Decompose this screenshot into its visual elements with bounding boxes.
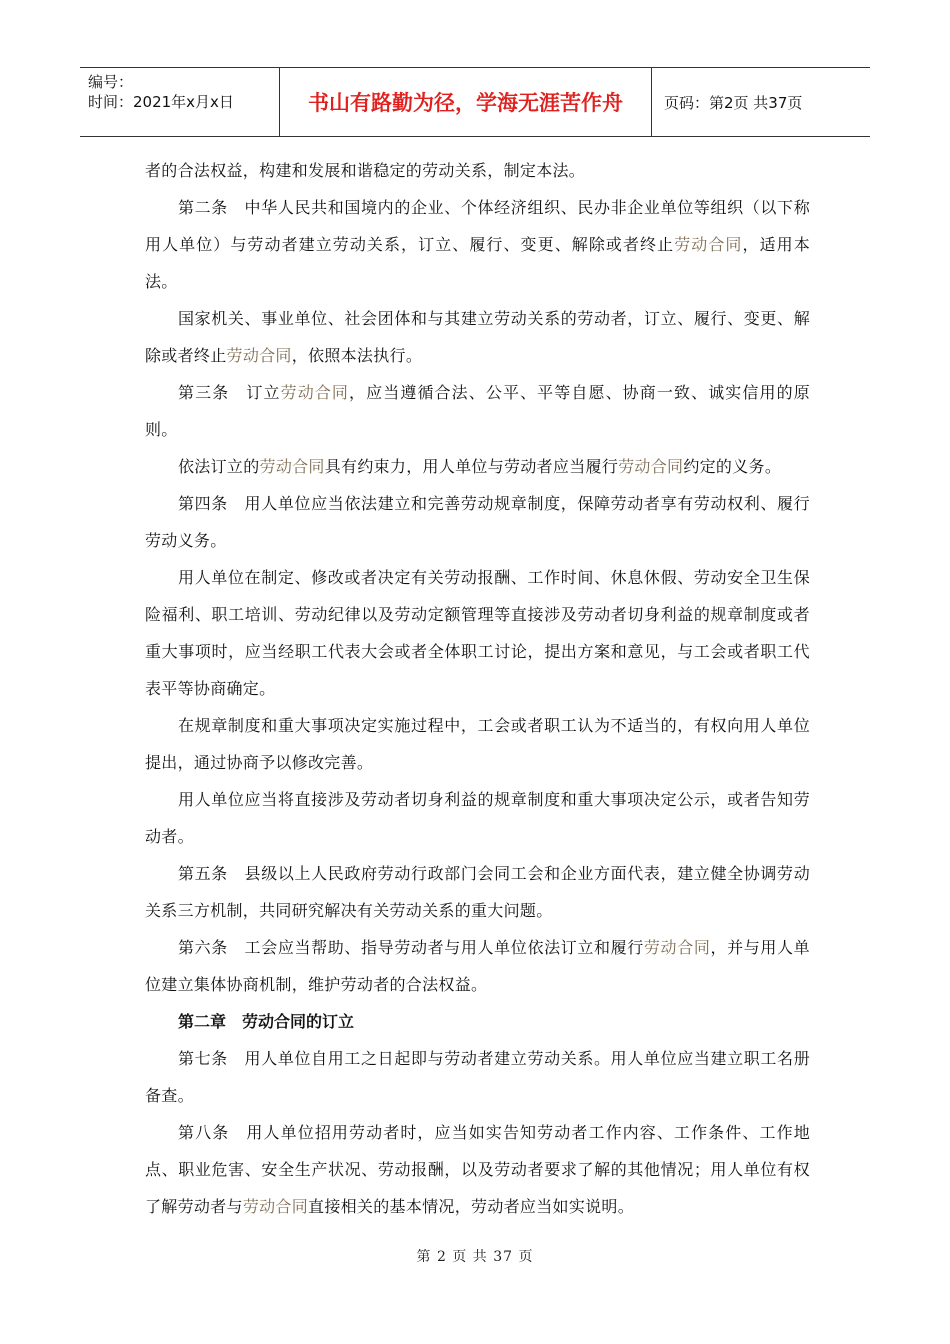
body-paragraph: 在规章制度和重大事项决定实施过程中，工会或者职工认为不适当的，有权向用人单位提出，通过协商予以修改完善。 [145, 716, 810, 772]
header-meta [80, 68, 280, 136]
body-paragraph: 依法订立的劳动合同具有约束力，用人单位与劳动者应当履行劳动合同约定的义务。 [178, 457, 782, 476]
chapter-heading: 第二章 劳动合同的订立 [178, 1012, 355, 1031]
body-paragraph: 第二条 中华人民共和国境内的企业、个体经济组织、民办非企业单位等组织（以下称用人单位）与劳动者建立劳动关系，订立、履行、变更、解除或者终止劳动合同，适用本法。 [145, 198, 811, 291]
term-link[interactable]: 劳动合同 [643, 938, 711, 957]
body-paragraph: 第七条 用人单位自用工之日起即与劳动者建立劳动关系。用人单位应当建立职工名册备查。 [145, 1049, 810, 1105]
term-link[interactable]: 劳动合同 [259, 457, 325, 476]
document-number-label: 编号： [88, 73, 134, 91]
body-paragraph: 第四条 用人单位应当依法建立和完善劳动规章制度，保障劳动者享有劳动权利、履行劳动义务。 [145, 494, 810, 550]
term-link[interactable]: 劳动合同 [280, 383, 350, 402]
page-footer: 第 2 页 共 37 页 [416, 1249, 534, 1265]
document-time-label: 时间：2021年x月x日 [88, 93, 234, 111]
body-paragraph: 用人单位在制定、修改或者决定有关劳动报酬、工作时间、休息休假、劳动安全卫生保险福利、职工培训、劳动纪律以及劳动定额管理等直接涉及劳动者切身利益的规章制度或者重大事项时，应当经职工代表大会或者全体职工讨论，提出方案和意见，与工会或者职工代表平等协商确定。 [145, 568, 810, 698]
body-paragraph: 第八条 用人单位招用劳动者时，应当如实告知劳动者工作内容、工作条件、工作地点、职业危害、安全生产状况、劳动报酬，以及劳动者要求了解的其他情况；用人单位有权了解劳动者与劳动合同直接相关的基本情况，劳动者应当如实说明。 [145, 1123, 810, 1216]
term-link[interactable]: 劳动合同 [618, 457, 684, 476]
term-link[interactable]: 劳动合同 [226, 346, 292, 365]
document-body [145, 152, 810, 1225]
page-header [80, 67, 870, 137]
header-page-info: 页码：第2页 共37页 [664, 93, 803, 112]
header-motto: 书山有路勤为径，学海无涯苦作舟 [280, 68, 652, 136]
body-paragraph: 国家机关、事业单位、社会团体和与其建立劳动关系的劳动者，订立、履行、变更、解除或者终止劳动合同，依照本法执行。 [145, 309, 810, 365]
body-paragraph: 用人单位应当将直接涉及劳动者切身利益的规章制度和重大事项决定公示，或者告知劳动者。 [145, 790, 810, 846]
body-paragraph: 第三条 订立劳动合同，应当遵循合法、公平、平等自愿、协商一致、诚实信用的原则。 [145, 383, 811, 439]
term-link[interactable]: 劳动合同 [242, 1197, 309, 1216]
body-paragraph: 第五条 县级以上人民政府劳动行政部门会同工会和企业方面代表，建立健全协调劳动关系三方机制，共同研究解决有关劳动关系的重大问题。 [145, 864, 810, 920]
body-paragraph: 者的合法权益，构建和发展和谐稳定的劳动关系，制定本法。 [145, 161, 586, 180]
term-link[interactable]: 劳动合同 [674, 235, 743, 254]
body-paragraph: 第六条 工会应当帮助、指导劳动者与用人单位依法订立和履行劳动合同，并与用人单位建立集体协商机制，维护劳动者的合法权益。 [145, 938, 810, 994]
